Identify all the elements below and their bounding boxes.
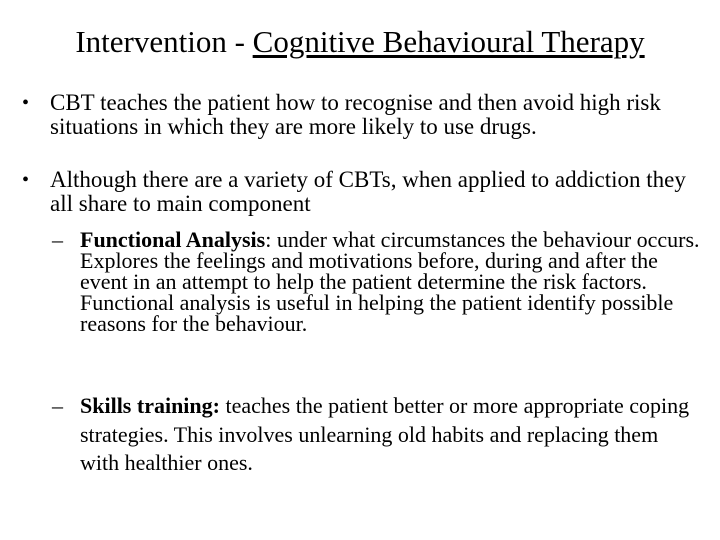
subpoint-item xyxy=(52,229,702,334)
bullet-marker: • xyxy=(22,169,30,191)
subpoint-term: Functional Analysis xyxy=(80,227,266,252)
bullet-text: Although there are a variety of CBTs, when applied to addiction they all share to main component xyxy=(50,167,686,216)
subpoint-rest: teaches the patient better or more appropriate coping strategies. This involves unlearning old habits and replacing them with healthier ones. xyxy=(80,393,690,475)
subpoint-item xyxy=(52,392,702,478)
subpoint-text xyxy=(80,392,702,478)
bullet-item xyxy=(22,168,702,216)
bullet-item xyxy=(22,91,702,139)
title-underlined: Cognitive Behavioural Therapy xyxy=(252,24,645,59)
subpoint-rest: : under what circumstances the behaviour occurs. Explores the feelings and motivations before, during and after the event in an attempt to help the patient determine the risk factors. Functional analysis is useful in helping the patient identify possible reasons for the behaviour. xyxy=(80,227,700,336)
subpoint-marker: – xyxy=(52,227,63,252)
bullet-marker: • xyxy=(22,92,30,114)
title-prefix: Intervention - xyxy=(75,24,253,59)
slide-title xyxy=(0,22,720,62)
subpoint-text xyxy=(80,229,702,334)
bullet-text: CBT teaches the patient how to recognise and then avoid high risk situations in which they are more likely to use drugs. xyxy=(50,90,661,139)
subpoint-term: Skills training: xyxy=(80,393,220,418)
subpoint-marker: – xyxy=(52,393,63,418)
